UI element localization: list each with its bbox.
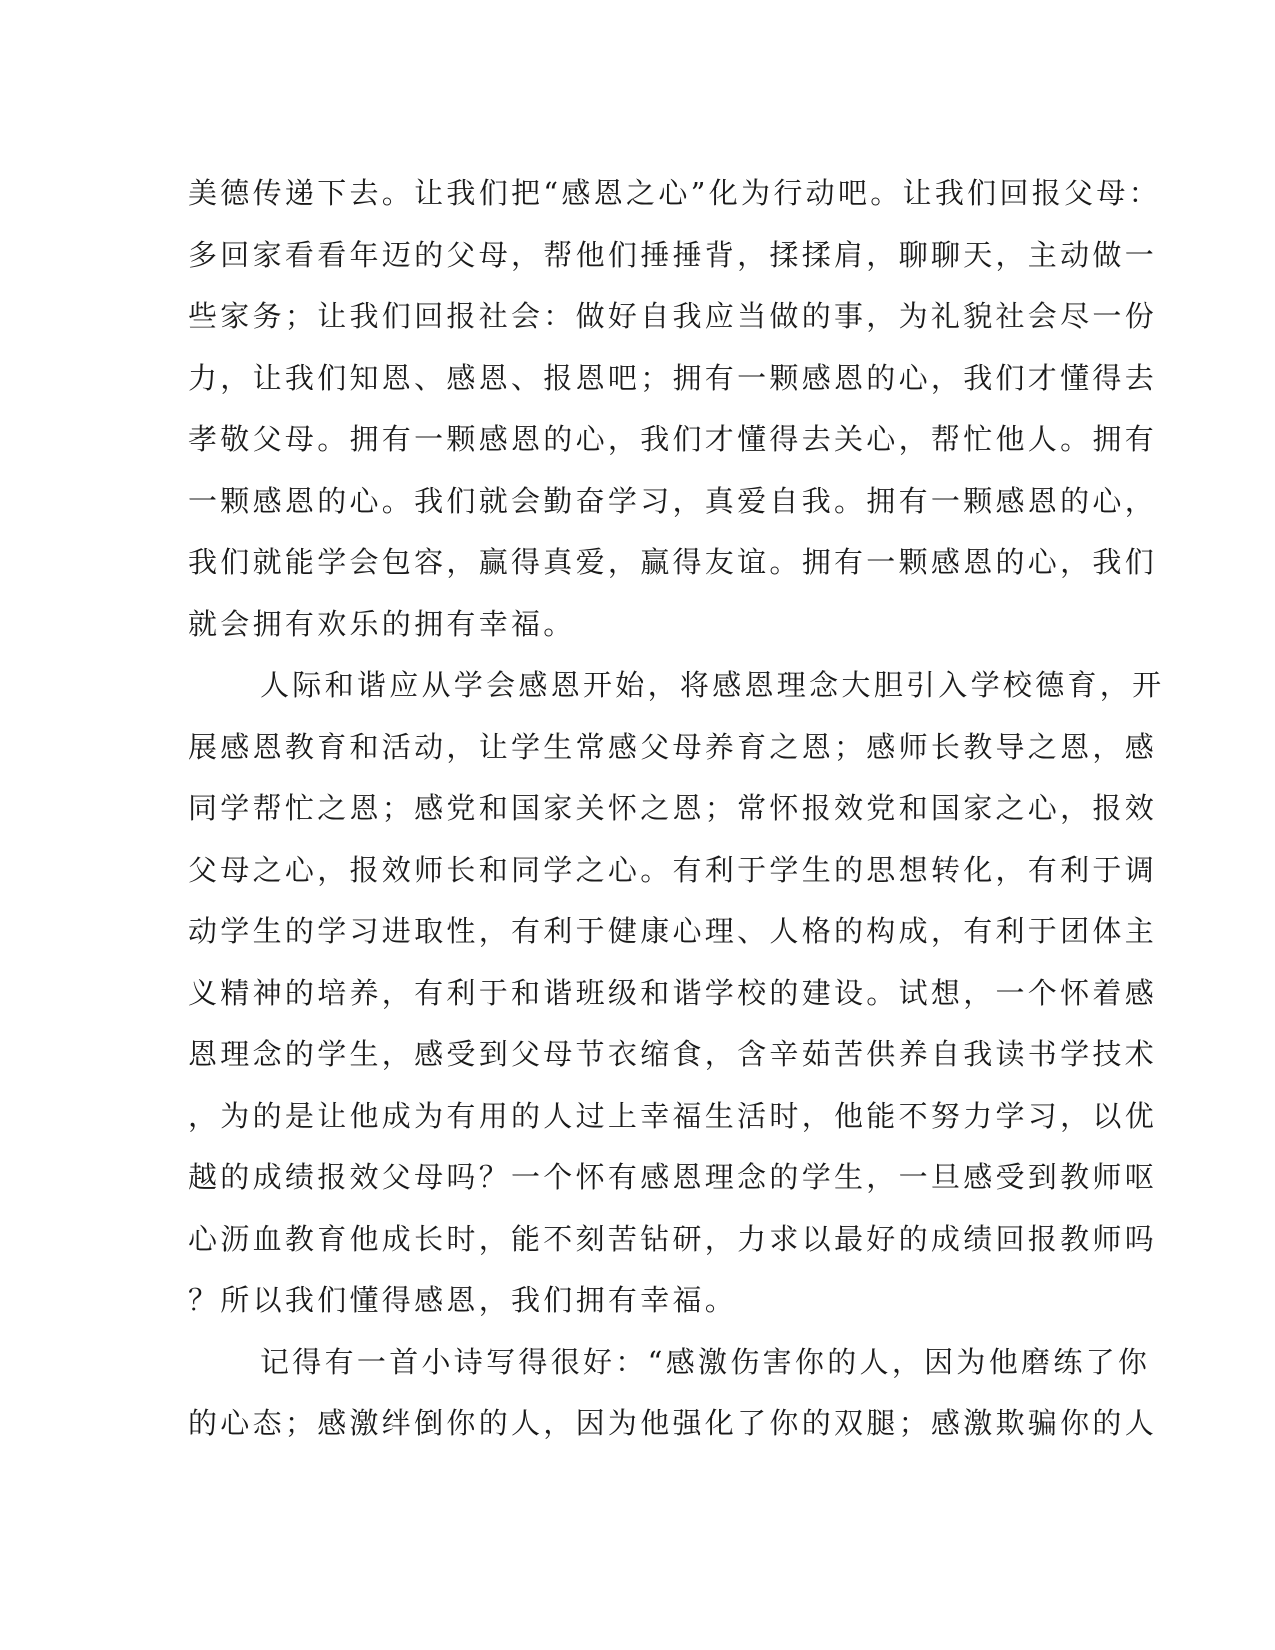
text-line: 美德传递下去。让我们把“感恩之心”化为行动吧。让我们回报父母： <box>188 176 1161 210</box>
paragraph-start-line: 记得有一首小诗写得很好：“感激伤害你的人，因为他磨练了你 <box>260 1344 1151 1379</box>
text-line: 些家务；让我们回报社会：做好自我应当做的事，为礼貌社会尽一份 <box>188 299 1158 333</box>
text-line: 力，让我们知恩、感恩、报恩吧；拥有一颗感恩的心，我们才懂得去 <box>188 360 1158 395</box>
text-line: 的心态；感激绊倒你的人，因为他强化了你的双腿；感激欺骗你的人 <box>188 1406 1158 1440</box>
text-line: 心沥血教育他成长时，能不刻苦钻研，力求以最好的成绩回报教师吗 <box>188 1221 1158 1256</box>
text-line: ，为的是让他成为有用的人过上幸福生活时，他能不努力学习，以优 <box>188 1098 1158 1133</box>
text-line: 展感恩教育和活动，让学生常感父母养育之恩；感师长教导之恩，感 <box>188 729 1158 764</box>
document-body <box>188 163 1165 1455</box>
text-line: 义精神的培养，有利于和谐班级和谐学校的建设。试想，一个怀着感 <box>188 975 1158 1010</box>
text-line: 一颗感恩的心。我们就会勤奋学习，真爱自我。拥有一颗感恩的心， <box>188 483 1158 518</box>
text-line: 恩理念的学生，感受到父母节衣缩食，含辛茹苦供养自我读书学技术 <box>188 1037 1158 1071</box>
text-line: ？所以我们懂得感恩，我们拥有幸福。 <box>188 1283 738 1317</box>
paragraph-start-line: 人际和谐应从学会感恩开始，将感恩理念大胆引入学校德育，开 <box>260 668 1165 702</box>
text-line: 多回家看看年迈的父母，帮他们捶捶背，揉揉肩，聊聊天，主动做一 <box>188 237 1158 272</box>
text-line: 孝敬父母。拥有一颗感恩的心，我们才懂得去关心，帮忙他人。拥有 <box>188 422 1158 456</box>
text-line: 同学帮忙之恩；感党和国家关怀之恩；常怀报效党和国家之心，报效 <box>188 791 1158 825</box>
text-line: 就会拥有欢乐的拥有幸福。 <box>188 606 576 641</box>
text-line: 动学生的学习进取性，有利于健康心理、人格的构成，有利于团体主 <box>188 914 1158 948</box>
text-line: 越的成绩报效父母吗？一个怀有感恩理念的学生，一旦感受到教师呕 <box>188 1160 1158 1194</box>
text-line: 父母之心，报效师长和同学之心。有利于学生的思想转化，有利于调 <box>188 852 1158 887</box>
text-line: 我们就能学会包容，赢得真爱，赢得友谊。拥有一颗感恩的心，我们 <box>188 545 1158 579</box>
